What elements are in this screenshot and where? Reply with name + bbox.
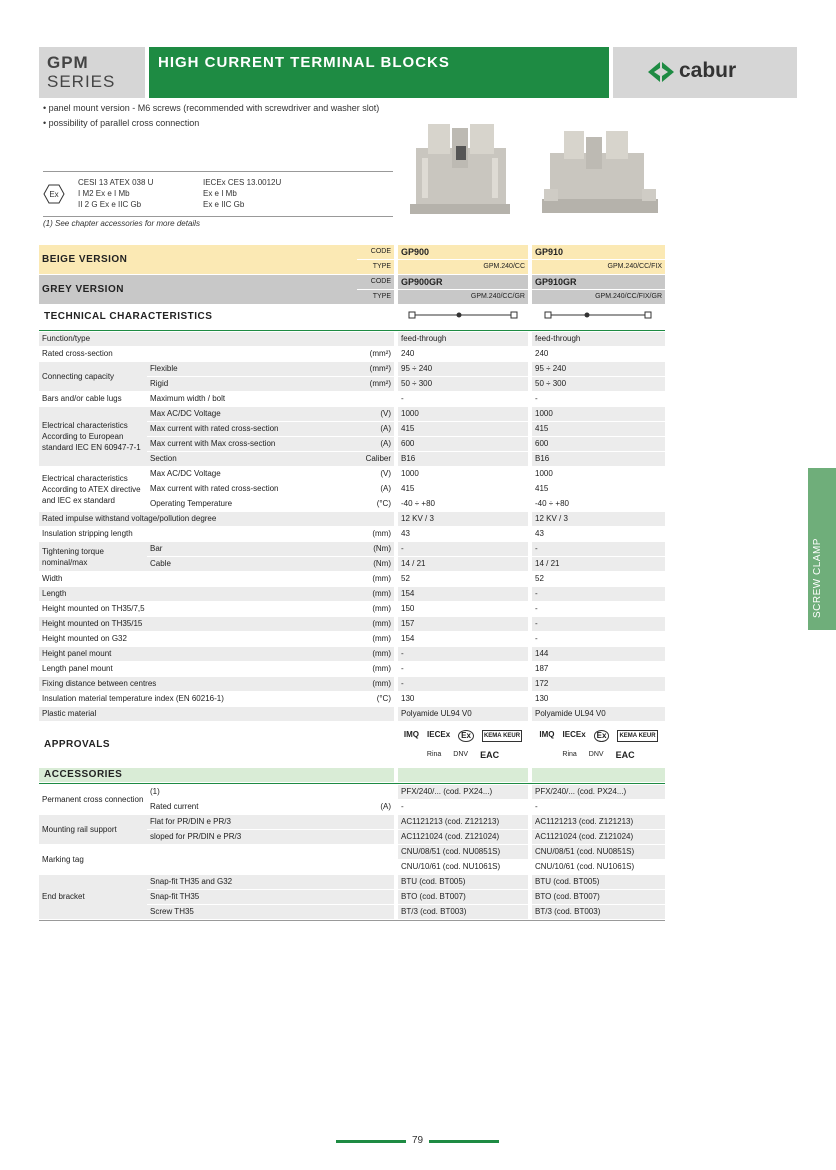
dnv-mark-icon: DNV bbox=[453, 750, 469, 758]
cell-value: AC1121024 (cod. Z121024) bbox=[532, 830, 665, 845]
product-image-gp910 bbox=[540, 125, 660, 220]
cell-value: B16 bbox=[532, 452, 665, 467]
atex-cert-col2 bbox=[203, 177, 281, 210]
product-type: GPM.240/CC bbox=[398, 260, 528, 275]
cell-value: - bbox=[398, 677, 528, 692]
dnv-mark-icon: DNV bbox=[588, 750, 604, 758]
table-row bbox=[39, 815, 665, 830]
cert-line: I M2 Ex e I Mb bbox=[78, 189, 130, 198]
unit: (mm²) bbox=[357, 362, 394, 377]
row-label: Tightening torque nominal/max bbox=[39, 542, 147, 572]
iecex-mark-icon: IECEx bbox=[427, 729, 451, 739]
product-type: GPM.240/CC/GR bbox=[398, 290, 528, 305]
approval-marks-gp910 bbox=[532, 722, 665, 768]
row-label: Mounting rail support bbox=[39, 815, 147, 845]
cell-value: Polyamide UL94 V0 bbox=[532, 707, 665, 722]
unit: (mm) bbox=[357, 617, 394, 632]
unit: (V) bbox=[357, 467, 394, 482]
approval-marks-gp900 bbox=[398, 722, 528, 768]
cell-value: 52 bbox=[398, 572, 528, 587]
unit: (V) bbox=[357, 407, 394, 422]
cell-value: 600 bbox=[398, 437, 528, 452]
row-label: Rated cross-section bbox=[39, 347, 357, 362]
bullet-item: • possibility of parallel cross connection bbox=[43, 118, 200, 128]
cell-value: - bbox=[532, 800, 665, 815]
ex-mark-icon: Ex bbox=[458, 730, 474, 742]
schematic-feed-through-icon bbox=[398, 305, 528, 330]
sub-label: Max AC/DC Voltage bbox=[147, 467, 357, 482]
cell-value: - bbox=[532, 392, 665, 407]
cell-value: Polyamide UL94 V0 bbox=[398, 707, 528, 722]
sub-label: Operating Temperature bbox=[147, 497, 357, 512]
page-number: 79 bbox=[411, 1135, 424, 1146]
unit: (Nm) bbox=[357, 542, 394, 557]
unit: (mm) bbox=[357, 662, 394, 677]
table-row bbox=[39, 677, 665, 692]
row-label: Length bbox=[39, 587, 357, 602]
cert-line: Ex e IIC Gb bbox=[203, 200, 245, 209]
cell-value: 14 / 21 bbox=[398, 557, 528, 572]
row-label: Length panel mount bbox=[39, 662, 357, 677]
cell-value: 154 bbox=[398, 632, 528, 647]
bullet-text: panel mount version - M6 screws (recommended with screwdriver and washer slot) bbox=[48, 103, 380, 113]
intro-bullets bbox=[43, 103, 383, 129]
cell-value: -40 ÷ +80 bbox=[398, 497, 528, 512]
cell-value: BTU (cod. BT005) bbox=[532, 875, 665, 890]
kema-mark-icon: KEMA KEUR bbox=[482, 730, 522, 742]
series-box bbox=[39, 47, 145, 98]
eac-mark-icon: EAC bbox=[480, 749, 500, 760]
table-row bbox=[39, 542, 665, 557]
unit: (mm) bbox=[357, 647, 394, 662]
sub-label: Max AC/DC Voltage bbox=[147, 407, 357, 422]
table-row bbox=[39, 875, 665, 890]
cell-value: AC1121024 (cod. Z121024) bbox=[398, 830, 528, 845]
approvals-title: APPROVALS bbox=[39, 722, 394, 768]
row-label: Permanent cross connection bbox=[39, 785, 147, 815]
sub-label: sloped for PR/DIN e PR/3 bbox=[147, 830, 394, 845]
product-code: GP910GR bbox=[532, 275, 665, 290]
table-row bbox=[39, 602, 665, 617]
cell-value: 50 ÷ 300 bbox=[398, 377, 528, 392]
product-type: GPM.240/CC/FIX/GR bbox=[532, 290, 665, 305]
cell-value: - bbox=[398, 647, 528, 662]
schematic-feed-through-icon bbox=[532, 305, 665, 330]
cell-value: 187 bbox=[532, 662, 665, 677]
cell-value: BTO (cod. BT007) bbox=[398, 890, 528, 905]
row-label: Electrical characteristics According to European standard IEC EN 60947-7-1 bbox=[39, 407, 147, 467]
table-row bbox=[39, 362, 665, 377]
tech-header-row bbox=[39, 305, 665, 330]
grey-version-label: GREY VERSION bbox=[39, 275, 357, 305]
atex-certification bbox=[43, 171, 393, 217]
table-row bbox=[39, 587, 665, 602]
row-label: Rated impulse withstand voltage/pollution degree bbox=[39, 512, 394, 527]
unit: (°C) bbox=[357, 497, 394, 512]
cell-value: 95 ÷ 240 bbox=[532, 362, 665, 377]
bullet-item: • panel mount version - M6 screws (recommended with screwdriver and washer slot) bbox=[43, 103, 380, 113]
code-label: CODE bbox=[357, 275, 394, 290]
table-row bbox=[39, 632, 665, 647]
bullet-text: possibility of parallel cross connection bbox=[48, 118, 200, 128]
rina-mark-icon: Rina bbox=[562, 750, 577, 758]
cell-value: 1000 bbox=[532, 407, 665, 422]
product-type: GPM.240/CC/FIX bbox=[532, 260, 665, 275]
cell-value: 50 ÷ 300 bbox=[532, 377, 665, 392]
footer-line bbox=[429, 1140, 499, 1143]
cell-value: 43 bbox=[532, 527, 665, 542]
cert-line: IECEx CES 13.0012U bbox=[203, 178, 282, 187]
series-code: GPM bbox=[47, 53, 89, 72]
sub-label: Screw TH35 bbox=[147, 905, 394, 920]
cell-value: BT/3 (cod. BT003) bbox=[398, 905, 528, 920]
table-row bbox=[39, 845, 665, 860]
cert-line: II 2 G Ex e IIC Gb bbox=[78, 200, 142, 209]
cell-value: BT/3 (cod. BT003) bbox=[532, 905, 665, 920]
spec-table bbox=[39, 245, 665, 922]
sub-label: Snap-fit TH35 and G32 bbox=[147, 875, 394, 890]
cell-value: B16 bbox=[398, 452, 528, 467]
imq-mark-icon: IMQ bbox=[539, 729, 555, 739]
cell-value: - bbox=[532, 617, 665, 632]
cell-value: 1000 bbox=[398, 407, 528, 422]
kema-mark-icon: KEMA KEUR bbox=[617, 730, 657, 742]
table-row bbox=[39, 407, 665, 422]
sub-label: Flat for PR/DIN e PR/3 bbox=[147, 815, 394, 830]
cell-value: feed-through bbox=[532, 332, 665, 347]
side-tab-label: SCREW CLAMP bbox=[812, 538, 823, 618]
cell-value: 157 bbox=[398, 617, 528, 632]
approvals-row bbox=[39, 722, 665, 768]
unit: (A) bbox=[357, 800, 394, 815]
beige-version-label: BEIGE VERSION bbox=[39, 245, 357, 275]
cell-value: - bbox=[532, 632, 665, 647]
row-label: Insulation material temperature index (EN 60216-1) bbox=[39, 692, 357, 707]
table-row bbox=[39, 527, 665, 542]
cell-value: 130 bbox=[532, 692, 665, 707]
unit: (Nm) bbox=[357, 557, 394, 572]
product-code: GP910 bbox=[532, 245, 665, 260]
cell-value: 12 KV / 3 bbox=[532, 512, 665, 527]
row-label: Plastic material bbox=[39, 707, 394, 722]
unit: (°C) bbox=[357, 692, 394, 707]
sub-label: (1) bbox=[147, 785, 357, 800]
sub-label: Section bbox=[147, 452, 357, 467]
cell-value: CNU/08/51 (cod. NU0851S) bbox=[398, 845, 528, 860]
type-label: TYPE bbox=[357, 290, 394, 305]
unit: (mm) bbox=[357, 602, 394, 617]
cell-value: CNU/10/61 (cod. NU1061S) bbox=[532, 860, 665, 875]
svg-text:Ex: Ex bbox=[49, 190, 59, 199]
cell-value: PFX/240/... (cod. PX24...) bbox=[532, 785, 665, 800]
row-label: Marking tag bbox=[39, 845, 147, 875]
cell-value: 12 KV / 3 bbox=[398, 512, 528, 527]
sub-label: Max current with rated cross-section bbox=[147, 422, 357, 437]
row-label: Height mounted on TH35/15 bbox=[39, 617, 357, 632]
footnote: (1) See chapter accessories for more details bbox=[43, 219, 200, 228]
grey-code-row bbox=[39, 275, 665, 290]
cell-value: - bbox=[532, 587, 665, 602]
row-label: Width bbox=[39, 572, 357, 587]
unit: (mm²) bbox=[357, 347, 394, 362]
unit: (A) bbox=[357, 437, 394, 452]
cell-value: 415 bbox=[532, 422, 665, 437]
page-title: HIGH CURRENT TERMINAL BLOCKS bbox=[158, 54, 450, 71]
cell-value: - bbox=[398, 392, 528, 407]
cell-value: BTU (cod. BT005) bbox=[398, 875, 528, 890]
row-label: End bracket bbox=[39, 875, 147, 920]
eac-mark-icon: EAC bbox=[615, 749, 635, 760]
table-row bbox=[39, 692, 665, 707]
unit: (A) bbox=[357, 482, 394, 497]
brand-logo bbox=[613, 47, 797, 98]
cell-value: 144 bbox=[532, 647, 665, 662]
table-row bbox=[39, 617, 665, 632]
sub-label: Flexible bbox=[147, 362, 357, 377]
row-label: Bars and/or cable lugs bbox=[39, 392, 147, 407]
table-row bbox=[39, 467, 665, 482]
sub-label: Rigid bbox=[147, 377, 357, 392]
row-label: Function/type bbox=[39, 332, 394, 347]
cell-value: 415 bbox=[398, 482, 528, 497]
sub-label: Bar bbox=[147, 542, 357, 557]
cell-value: 415 bbox=[398, 422, 528, 437]
section-side-tab bbox=[808, 468, 836, 630]
cell-value: 14 / 21 bbox=[532, 557, 665, 572]
product-code: GP900GR bbox=[398, 275, 528, 290]
sub-label: Maximum width / bolt bbox=[147, 392, 394, 407]
unit: (A) bbox=[357, 422, 394, 437]
cell-value: BTO (cod. BT007) bbox=[532, 890, 665, 905]
cell-value: 95 ÷ 240 bbox=[398, 362, 528, 377]
ex-mark-icon: Ex bbox=[594, 730, 610, 742]
cell-value: - bbox=[398, 662, 528, 677]
cell-value: 130 bbox=[398, 692, 528, 707]
cell-value: CNU/10/61 (cod. NU1061S) bbox=[398, 860, 528, 875]
cell-value: - bbox=[532, 542, 665, 557]
cell-value: -40 ÷ +80 bbox=[532, 497, 665, 512]
unit: (mm) bbox=[357, 677, 394, 692]
product-code: GP900 bbox=[398, 245, 528, 260]
code-label: CODE bbox=[357, 245, 394, 260]
row-label: Electrical characteristics According to ATEX directive and IEC ex standard bbox=[39, 467, 147, 512]
cabur-logo-icon bbox=[646, 60, 676, 84]
unit: (mm) bbox=[357, 587, 394, 602]
cell-value: 600 bbox=[532, 437, 665, 452]
cell-value: 154 bbox=[398, 587, 528, 602]
table-row bbox=[39, 392, 665, 407]
row-label: Connecting capacity bbox=[39, 362, 147, 392]
unit: (mm²) bbox=[357, 377, 394, 392]
row-label: Fixing distance between centres bbox=[39, 677, 357, 692]
row-label: Height panel mount bbox=[39, 647, 357, 662]
cell-value: 1000 bbox=[532, 467, 665, 482]
product-image-gp900 bbox=[408, 118, 513, 226]
ex-hexagon-icon bbox=[43, 184, 65, 204]
unit: (mm) bbox=[357, 527, 394, 542]
cert-line: CESI 13 ATEX 038 U bbox=[78, 178, 154, 187]
title-banner bbox=[149, 47, 609, 98]
sub-label: Cable bbox=[147, 557, 357, 572]
sub-label: Snap-fit TH35 bbox=[147, 890, 394, 905]
cell-value: 172 bbox=[532, 677, 665, 692]
table-row bbox=[39, 662, 665, 677]
accessories-header-row bbox=[39, 768, 665, 783]
beige-code-row bbox=[39, 245, 665, 260]
rina-mark-icon: Rina bbox=[426, 750, 442, 758]
type-label: TYPE bbox=[357, 260, 394, 275]
unit: Caliber bbox=[357, 452, 394, 467]
cell-value: AC1121213 (cod. Z121213) bbox=[532, 815, 665, 830]
cell-value: 240 bbox=[398, 347, 528, 362]
sub-label: Rated current bbox=[147, 800, 357, 815]
cell-value: AC1121213 (cod. Z121213) bbox=[398, 815, 528, 830]
table-row bbox=[39, 512, 665, 527]
cert-line: Ex e I Mb bbox=[203, 189, 237, 198]
sub-label: Max current with rated cross-section bbox=[147, 482, 357, 497]
cell-value: 240 bbox=[532, 347, 665, 362]
cell-value: 1000 bbox=[398, 467, 528, 482]
unit: (mm) bbox=[357, 572, 394, 587]
table-row bbox=[39, 785, 665, 800]
cell-value: - bbox=[398, 542, 528, 557]
atex-cert-col1 bbox=[78, 177, 153, 210]
sub-label: Max current with Max cross-section bbox=[147, 437, 357, 452]
footer-line bbox=[336, 1140, 406, 1143]
table-row bbox=[39, 347, 665, 362]
cell-value: 150 bbox=[398, 602, 528, 617]
series-word: SERIES bbox=[47, 72, 116, 91]
unit: (mm) bbox=[357, 632, 394, 647]
iecex-mark-icon: IECEx bbox=[562, 729, 586, 739]
row-label: Insulation stripping length bbox=[39, 527, 357, 542]
cell-value: 43 bbox=[398, 527, 528, 542]
logo-text: cabur bbox=[679, 59, 737, 82]
accessories-title: ACCESSORIES bbox=[39, 768, 394, 783]
table-row bbox=[39, 707, 665, 722]
table-row bbox=[39, 332, 665, 347]
tech-title: TECHNICAL CHARACTERISTICS bbox=[39, 305, 394, 330]
cell-value: - bbox=[532, 602, 665, 617]
cell-value: 415 bbox=[532, 482, 665, 497]
row-label: Height mounted on TH35/7,5 bbox=[39, 602, 357, 617]
table-row bbox=[39, 572, 665, 587]
cell-value: CNU/08/51 (cod. NU0851S) bbox=[532, 845, 665, 860]
table-row bbox=[39, 647, 665, 662]
imq-mark-icon: IMQ bbox=[403, 729, 420, 739]
row-label: Height mounted on G32 bbox=[39, 632, 357, 647]
cell-value: PFX/240/... (cod. PX24...) bbox=[398, 785, 528, 800]
cell-value: feed-through bbox=[398, 332, 528, 347]
cell-value: 52 bbox=[532, 572, 665, 587]
cell-value: - bbox=[398, 800, 528, 815]
